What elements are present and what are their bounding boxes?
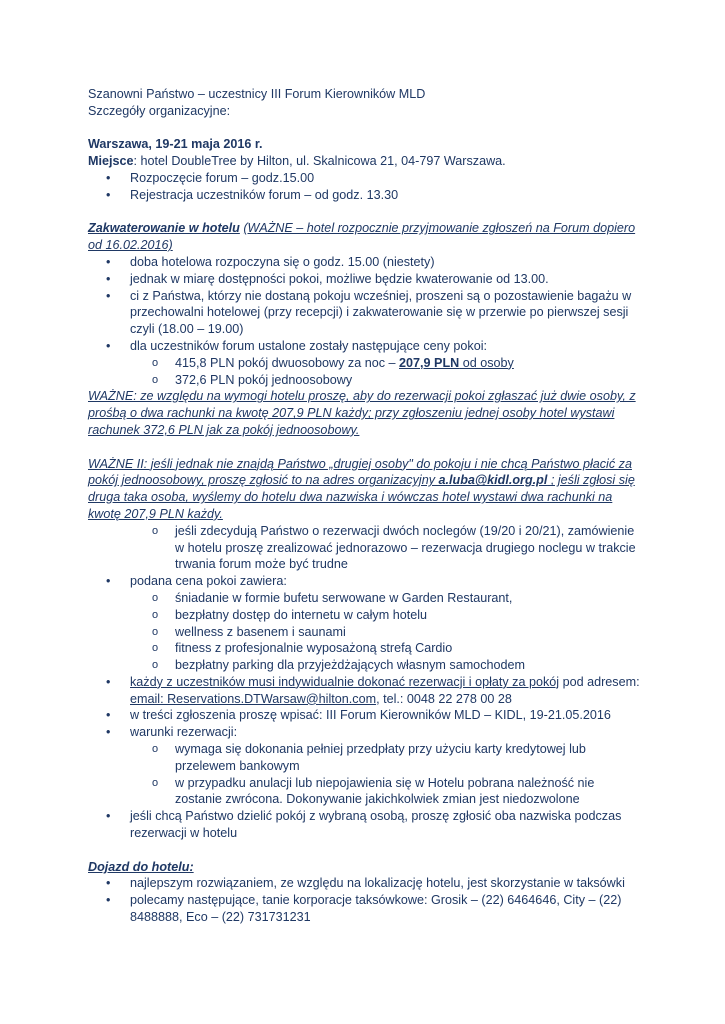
accommodation-heading: Zakwaterowanie w hotelu (WAŻNE – hotel rozpocznie przyjmowanie zgłoszeń na Forum dopiero od 16.02.2016) xyxy=(88,221,636,253)
list-item: o bezpłatny dostęp do internetu w całym hotelu xyxy=(152,607,428,622)
bullet-icon: • xyxy=(106,708,111,723)
list-item: o w przypadku anulacji lub niepojawienia się w Hotelu pobrana należność nie zostanie zwrócona. Dokonywanie jakichkolwiek zmian jest niedozwolone xyxy=(152,775,595,807)
list-item: • polecamy następujące, tanie korporacje taksówkowe: Grosik – (22) 6464646, City – (22) 8488888, Eco – (22) 731731231 xyxy=(106,893,622,925)
list-item: • warunki rezerwacji: xyxy=(106,725,238,740)
bullet-icon: • xyxy=(106,809,111,824)
reservation-item: • każdy z uczestników musi indywidualnie dokonać rezerwacji i opłaty za pokój pod adresem: email: Reservations.DTWarsaw@hilton.com, tel.: 0048 22 278 00 28 xyxy=(106,674,640,706)
list-item: o wymaga się dokonania pełniej przedpłaty przy użyciu karty kredytowej lub przelewem bankowym xyxy=(152,742,586,773)
list-item: • podana cena pokoi zawiera: xyxy=(106,574,287,589)
bullet-icon: • xyxy=(106,170,111,185)
list-item: • ci z Państwa, którzy nie dostaną pokoju wcześniej, proszeni są o pozostawienie bagażu w przechowalni hotelowej (przy recepcji) i zakwaterowanie się w przerwie po pierwszej sesji czyli (18.00 – 19.00) xyxy=(106,288,632,337)
accommodation-heading-note: (WAŻNE – hotel rozpocznie przyjmowanie zgłoszeń na Forum dopiero od 16.02.2016) xyxy=(88,221,636,253)
list-item: • jeśli chcą Państwo dzielić pokój z wybraną osobą, proszę zgłosić oba nazwiska podczas rezerwacji w hotelu xyxy=(106,809,622,841)
list-item: o fitness z profesjonalnie wyposażoną strefą Cardio xyxy=(152,641,453,656)
circle-bullet-icon: o xyxy=(152,524,159,537)
bullet-icon: • xyxy=(106,574,111,589)
event-date: Warszawa, 19-21 maja 2016 r. xyxy=(88,137,263,152)
bullet-icon: • xyxy=(106,725,111,740)
organizer-email-link[interactable]: a.luba@kidl.org.pl xyxy=(438,473,548,488)
hotel-reservation-email-link[interactable]: email: Reservations.DTWarsaw@hilton.com xyxy=(130,691,377,706)
circle-bullet-icon: o xyxy=(152,642,159,655)
list-item: • Rejestracja uczestników forum – od godz. 13.30 xyxy=(106,187,399,202)
price-double-room: o 415,8 PLN pokój dwuosobowy za noc – 207,9 PLN od osoby xyxy=(152,355,514,370)
bullet-icon: • xyxy=(106,288,111,303)
list-item: o bezpłatny parking dla przyjeżdżających własnym samochodem xyxy=(152,658,525,673)
list-item: • doba hotelowa rozpoczyna się o godz. 15.00 (niestety) xyxy=(106,254,435,269)
circle-bullet-icon: o xyxy=(152,659,159,672)
place-value: : hotel DoubleTree by Hilton, ul. Skalnicowa 21, 04-797 Warszawa. xyxy=(133,154,506,169)
bullet-icon: • xyxy=(106,876,111,891)
important-note-2: WAŻNE II: jeśli jednak nie znajdą Państwo „drugiej osoby" do pokoju i nie chcą Państwo płacić za pokój jednoosobowy, proszę zgłosić to na adres organizacyjny a.luba@kidl.org.pl ; jeśli zgłosi się druga taka osoba, wyślemy do hotelu dwa nazwiska i wówczas hotel wystawi dwa rachunki na kwotę 207,9 PLN każdy. xyxy=(88,456,635,521)
list-item: o jeśli zdecydują Państwo o rezerwacji dwóch noclegów (19/20 i 20/21), zamówienie w hotelu proszę zrealizować jednorazowo – rezerwacja drugiego noclegu w trakcie trwania forum może być trudne xyxy=(152,523,636,572)
place-label: Miejsce xyxy=(88,154,134,169)
bullet-icon: • xyxy=(106,338,111,353)
bullet-icon: • xyxy=(106,674,111,689)
bullet-icon: • xyxy=(106,254,111,269)
list-item: • dla uczestników forum ustalone zostały następujące ceny pokoi: xyxy=(106,338,488,353)
circle-bullet-icon: o xyxy=(152,743,159,756)
circle-bullet-icon: o xyxy=(152,591,159,604)
bullet-icon: • xyxy=(106,893,111,908)
list-item: • w treści zgłoszenia proszę wpisać: III Forum Kierowników MLD – KIDL, 19-21.05.2016 xyxy=(106,708,611,723)
circle-bullet-icon: o xyxy=(152,625,159,638)
important-note-1: WAŻNE: ze względu na wymogi hotelu proszę, aby do rezerwacji pokoi zgłaszać już dwie osoby, z prośbą o dwa rachunki na kwotę 207,9 PLN każdy; przy zgłoszeniu jednej osoby hotel wystawi rachunek 372,6 PLN jak za pokój jednoosobowy. xyxy=(88,389,636,437)
circle-bullet-icon: o xyxy=(152,373,159,386)
circle-bullet-icon: o xyxy=(152,608,159,621)
bullet-icon: • xyxy=(106,187,111,202)
bullet-icon: • xyxy=(106,271,111,286)
circle-bullet-icon: o xyxy=(152,356,159,369)
transport-heading: Dojazd do hotelu: xyxy=(88,859,194,874)
greeting-line: Szanowni Państwo – uczestnicy III Forum Kierowników MLD xyxy=(88,87,426,101)
list-item: • Rozpoczęcie forum – godz.15.00 xyxy=(106,170,315,185)
event-place xyxy=(88,153,640,170)
list-item: • najlepszym rozwiązaniem, ze względu na lokalizację hotelu, jest skorzystanie w taksówki xyxy=(106,876,625,891)
list-item: o wellness z basenem i saunami xyxy=(152,624,346,639)
subtitle-line: Szczegóły organizacyjne: xyxy=(88,103,231,118)
price-per-person: 207,9 PLN xyxy=(399,355,460,370)
document-content xyxy=(88,86,640,926)
price-single-room: o 372,6 PLN pokój jednoosobowy xyxy=(152,372,353,387)
list-item: o śniadanie w formie bufetu serwowane w Garden Restaurant, xyxy=(152,590,513,605)
hotel-phone: , tel.: 0048 22 278 00 28 xyxy=(376,691,512,706)
list-item: • jednak w miarę dostępności pokoi, możliwe będzie kwaterowanie od 13.00. xyxy=(106,271,549,286)
circle-bullet-icon: o xyxy=(152,776,159,789)
